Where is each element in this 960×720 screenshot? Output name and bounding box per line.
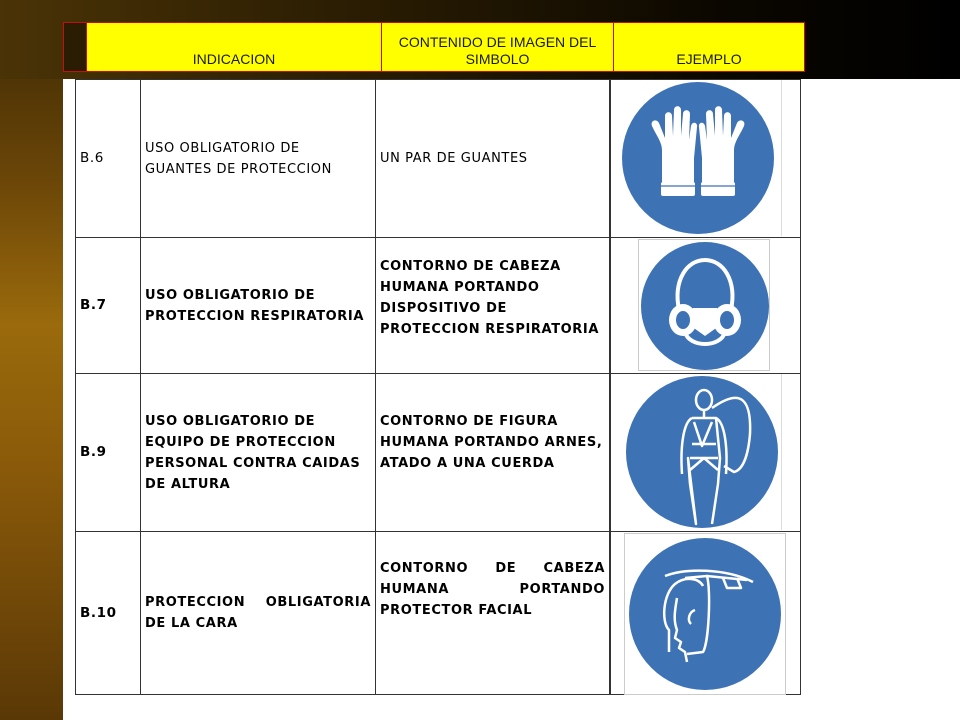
header-corner-cell: [64, 23, 87, 71]
table-row-content: [376, 532, 609, 646]
table-row-indication: [141, 532, 375, 694]
table-header: [63, 22, 805, 72]
table-row-code: B.10: [80, 604, 117, 621]
table-row-code: B.6: [80, 150, 104, 166]
table-row-code: B.7: [80, 297, 107, 313]
content-text: UN PAR DE GUANTES: [380, 151, 528, 166]
header-contenido: [382, 23, 614, 71]
respirator-icon: [638, 239, 770, 371]
table-row-indication: [141, 238, 375, 373]
table-row-content: [376, 80, 609, 237]
indication-text: USO OBLIGATORIO DE GUANTES DE PROTECCION: [145, 140, 332, 177]
header-ejemplo: EJEMPLO: [676, 51, 742, 67]
table-row-code: B.9: [80, 444, 107, 460]
harness-icon: [612, 374, 782, 530]
content-text: CONTORNO DE CABEZA HUMANA PORTANDO PROTECTOR FACIAL: [380, 560, 605, 618]
gloves-icon: [612, 80, 782, 236]
indication-text: USO OBLIGATORIO DE PROTECCION RESPIRATORIA: [145, 287, 365, 324]
table-row-indication: [141, 80, 375, 237]
header-contenido-text: CONTENIDO DE IMAGEN DEL SIMBOLO: [398, 34, 597, 67]
indication-text: PROTECCION OBLIGATORIA DE LA CARA: [145, 595, 371, 631]
table-row-indication: [141, 374, 375, 531]
table-row-content: [376, 374, 609, 510]
content-text: CONTORNO DE FIGURA HUMANA PORTANDO ARNES, ATADO A UNA CUERDA: [380, 413, 603, 471]
header-indicacion: INDICACION: [87, 23, 382, 71]
indication-text: USO OBLIGATORIO DE EQUIPO DE PROTECCION PERSONAL CONTRA CAIDAS DE ALTURA: [145, 413, 361, 492]
left-decor-bar: [0, 0, 63, 720]
table-row-content: [376, 238, 609, 358]
face-shield-icon: [624, 533, 786, 695]
col-divider: [609, 80, 611, 694]
content-text: CONTORNO DE CABEZA HUMANA PORTANDO DISPOSITIVO DE PROTECCION RESPIRATORIA: [380, 259, 600, 337]
